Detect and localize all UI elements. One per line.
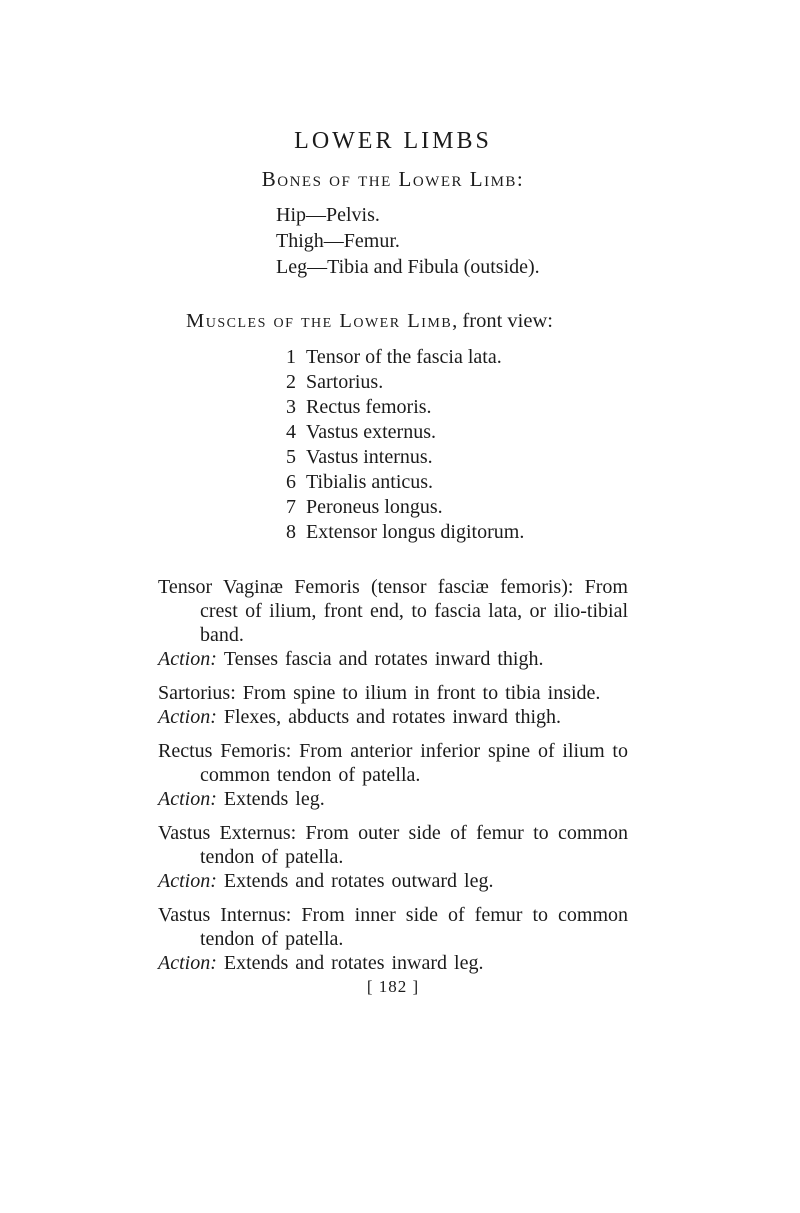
muscle-list — [158, 345, 628, 545]
muscle-name: Peroneus longus. — [306, 496, 443, 518]
muscle-entry — [158, 575, 628, 671]
muscle-number: 1 — [286, 346, 296, 368]
muscle-number: 5 — [286, 446, 296, 468]
text-column — [158, 0, 628, 985]
action-text: Flexes, abducts and rotates inward thigh. — [223, 706, 562, 728]
action-text: Extends and rotates inward leg. — [223, 952, 484, 974]
entry-description: Vastus Externus: From outer side of femur to common tendon of patella. — [158, 822, 628, 868]
muscle-list-item — [158, 420, 628, 445]
muscle-entries — [158, 575, 628, 975]
bones-list-item: Leg—Tibia and Fibula (outside). — [276, 256, 540, 278]
muscle-number: 3 — [286, 396, 296, 418]
entry-action — [158, 869, 628, 893]
action-label: Action: — [158, 870, 217, 892]
muscle-list-item — [158, 495, 628, 520]
muscle-number: 2 — [286, 371, 296, 393]
entry-action — [158, 787, 628, 811]
muscle-name: Vastus internus. — [306, 446, 433, 468]
muscle-number: 7 — [286, 496, 296, 518]
page-number: [ 182 ] — [366, 977, 420, 996]
muscle-name: Sartorius. — [306, 371, 384, 393]
bones-list-item: Hip—Pelvis. — [276, 204, 380, 226]
muscle-list-item — [158, 470, 628, 495]
muscle-list-item — [158, 520, 628, 545]
muscle-list-item — [158, 445, 628, 470]
muscle-number: 6 — [286, 471, 296, 493]
action-label: Action: — [158, 952, 217, 974]
entry-description: Vastus Internus: From inner side of femur to common tendon of patella. — [158, 904, 628, 950]
bones-list — [276, 202, 628, 280]
bones-list-item: Thigh—Femur. — [276, 230, 400, 252]
muscle-name: Tensor of the fascia lata. — [306, 346, 502, 368]
muscles-section-heading — [186, 308, 628, 334]
muscle-number: 4 — [286, 421, 296, 443]
muscles-heading-rest: , front view: — [452, 310, 553, 332]
entry-description: Rectus Femoris: From anterior inferior spine of ilium to common tendon of patella. — [158, 740, 628, 786]
muscle-list-item — [158, 345, 628, 370]
muscle-entry — [158, 903, 628, 975]
entry-action — [158, 705, 628, 729]
page-title: LOWER LIMBS — [294, 128, 492, 154]
entry-description: Sartorius: From spine to ilium in front to tibia inside. — [158, 682, 601, 704]
entry-action — [158, 951, 628, 975]
muscle-name: Vastus externus. — [306, 421, 436, 443]
entry-description: Tensor Vaginæ Femoris (tensor fasciæ femoris): From crest of ilium, front end, to fascia lata, or ilio-tibial band. — [158, 576, 628, 646]
action-text: Tenses fascia and rotates inward thigh. — [223, 648, 544, 670]
muscle-name: Extensor longus digitorum. — [306, 521, 525, 543]
action-text: Extends and rotates outward leg. — [223, 870, 494, 892]
action-label: Action: — [158, 788, 217, 810]
bones-section-heading: Bones of the Lower Limb: — [261, 167, 525, 191]
muscle-entry — [158, 739, 628, 811]
muscle-name: Tibialis anticus. — [306, 471, 434, 493]
entry-action — [158, 647, 628, 671]
muscle-entry — [158, 821, 628, 893]
muscle-name: Rectus femoris. — [306, 396, 432, 418]
action-label: Action: — [158, 648, 217, 670]
muscle-entry — [158, 681, 628, 729]
muscle-list-item — [158, 395, 628, 420]
muscle-list-item — [158, 370, 628, 395]
action-label: Action: — [158, 706, 217, 728]
muscles-heading-smallcaps: Muscles of the Lower Limb — [186, 310, 453, 332]
action-text: Extends leg. — [223, 788, 325, 810]
muscle-number: 8 — [286, 521, 296, 543]
